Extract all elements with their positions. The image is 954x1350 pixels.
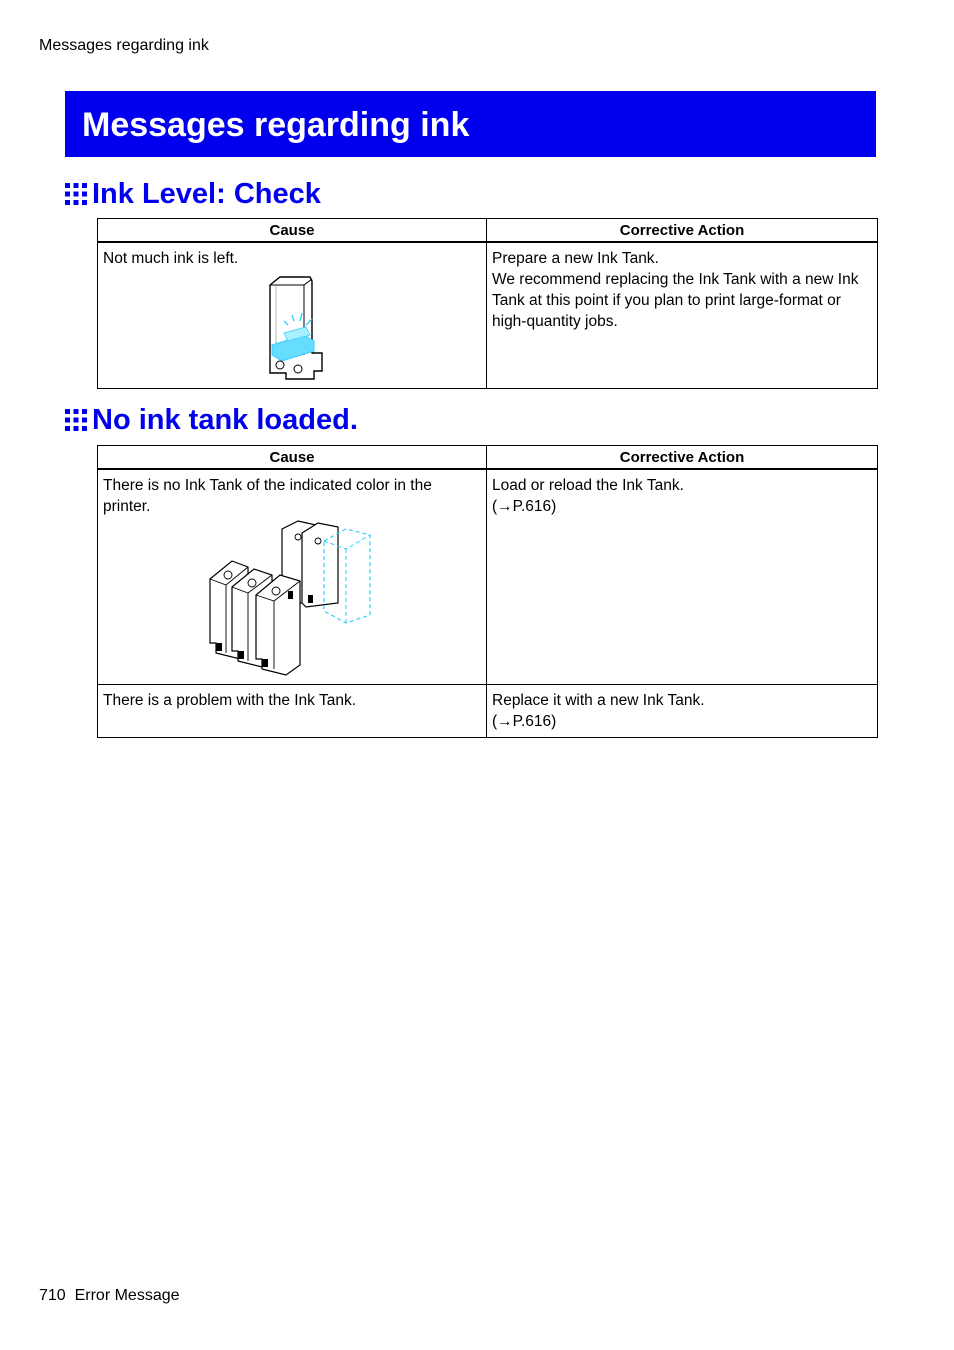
ink-tanks-missing-illustration: [206, 519, 376, 677]
table-row: [98, 684, 878, 737]
action-line: Load or reload the Ink Tank.: [492, 477, 684, 494]
column-header-cause: Cause: [98, 446, 487, 470]
cause-text: There is no Ink Tank of the indicated color in the printer.: [103, 477, 432, 515]
page-footer: [39, 1287, 180, 1305]
table-header-row: [98, 219, 878, 243]
grid-icon: [65, 409, 87, 431]
no-ink-tank-table: [97, 445, 878, 738]
page-number: 710: [39, 1287, 66, 1304]
action-line: We recommend replacing the Ink Tank with a new Ink Tank at this point if you plan to print large-format or high-quantity jobs.: [492, 271, 859, 330]
section-title: No ink tank loaded.: [92, 404, 358, 436]
running-header: Messages regarding ink: [39, 37, 209, 54]
table-header-row: [98, 446, 878, 470]
cause-text: There is a problem with the Ink Tank.: [103, 691, 357, 709]
page-link[interactable]: (→P.616): [492, 498, 557, 515]
page-link[interactable]: (→P.616): [492, 712, 557, 730]
cause-text: Not much ink is left.: [103, 250, 239, 267]
ink-tank-low-illustration: [258, 273, 338, 383]
table-row: [98, 242, 878, 389]
column-header-action: Corrective Action: [487, 219, 878, 243]
chapter-name: Error Message: [74, 1287, 180, 1304]
cause-cell: [98, 684, 487, 737]
action-cell: [487, 242, 878, 389]
action-cell: [487, 469, 878, 684]
cause-cell: [98, 242, 487, 389]
section-title: Ink Level: Check: [92, 178, 321, 210]
section-heading-no-ink-tank: [65, 403, 358, 437]
grid-icon: [65, 183, 87, 205]
action-cell: [487, 684, 878, 737]
cause-cell: [98, 469, 487, 684]
section-heading-ink-level: [65, 177, 321, 211]
column-header-action: Corrective Action: [487, 446, 878, 470]
page-title: Messages regarding ink: [82, 106, 470, 144]
table-row: [98, 469, 878, 684]
ink-level-table: [97, 218, 878, 389]
column-header-cause: Cause: [98, 219, 487, 243]
action-line: Prepare a new Ink Tank.: [492, 250, 659, 267]
action-line: Replace it with a new Ink Tank.: [492, 691, 705, 709]
page-title-bar: [65, 91, 876, 157]
